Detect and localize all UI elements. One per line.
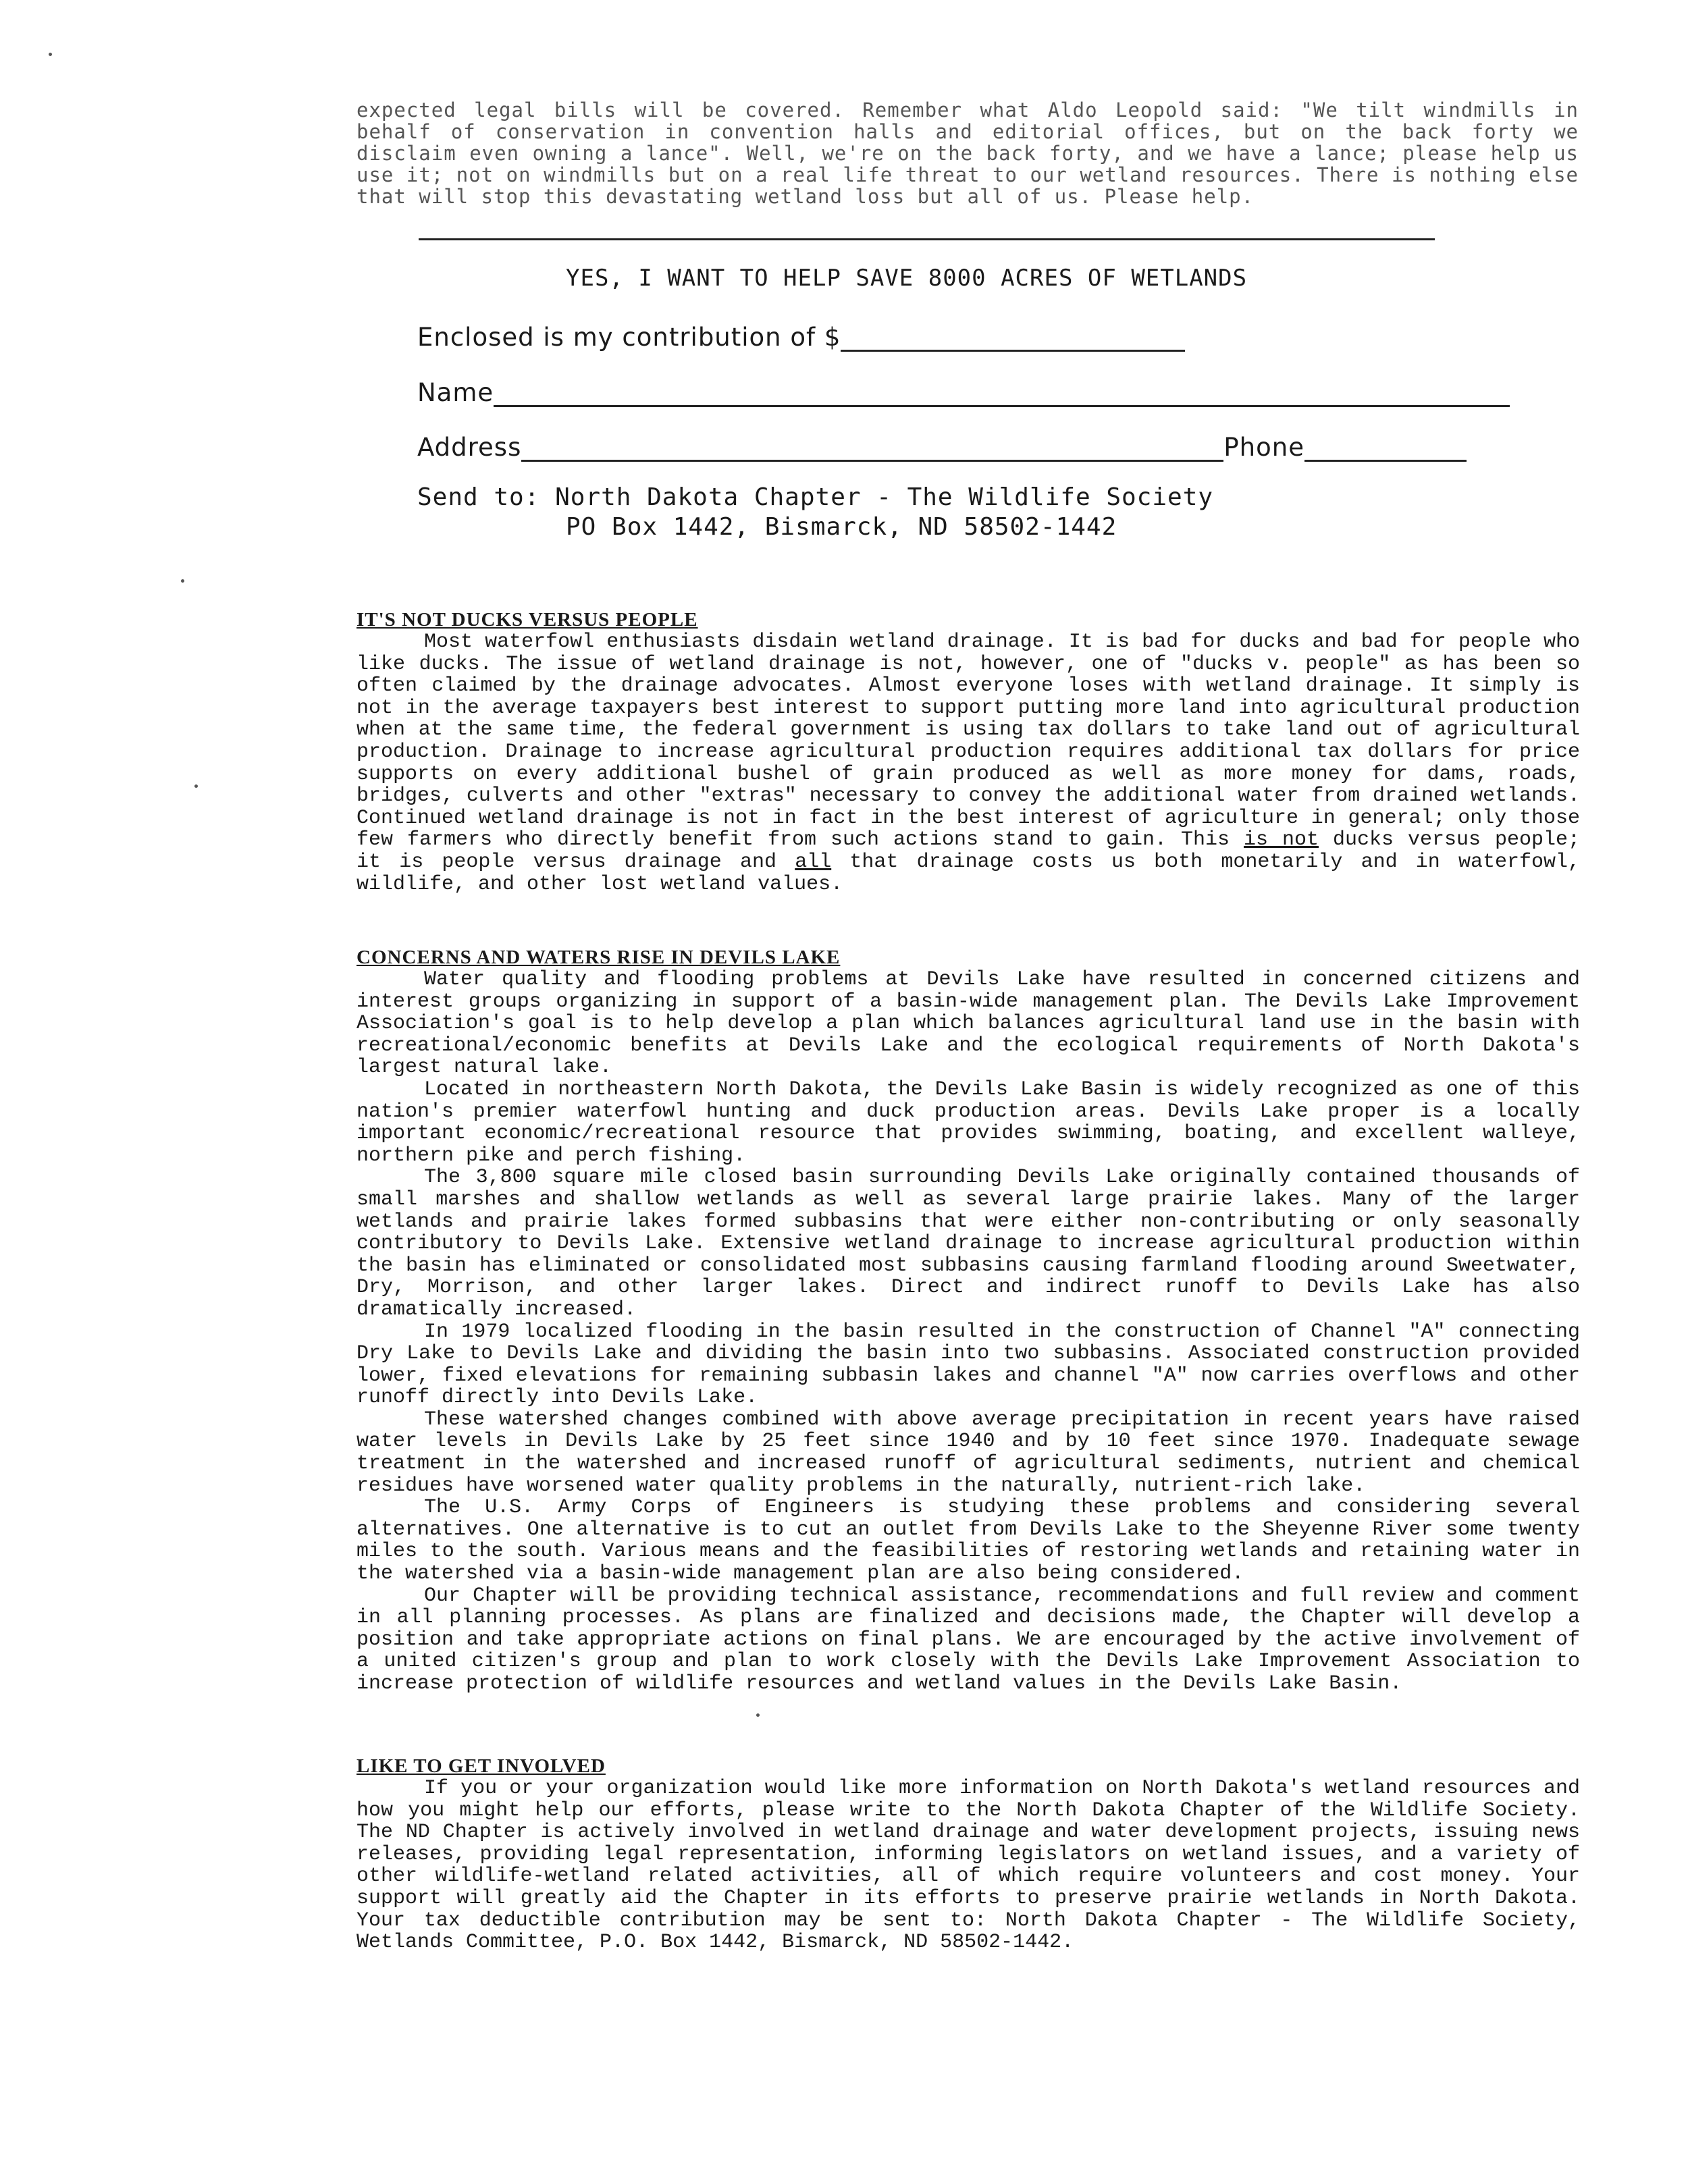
section-paragraph: These watershed changes combined with above average precipitation in recent years have raised water levels in Devils Lake by 25 feet since 1940 and by 10 feet since 1970. Inadequate sewage treatment in the watershed and increased runoff of agricultural sediments, nutrient and chemical residues have worsened water quality problems in the naturally, nutrient-rich lake. [357,1408,1580,1497]
section-heading: IT'S NOT DUCKS VERSUS PEOPLE [357,609,698,631]
scan-speck [181,579,184,583]
divider-rule [419,238,1435,240]
section-devils-lake [357,947,1580,1695]
intro-paragraph: expected legal bills will be covered. Remember what Aldo Leopold said: "We tilt windmills in behalf of conservation in convention halls and editorial offices, but on the back forty we disclaim even owning a lance". Well, we're on the back forty, and we have a lance; please help us use it; not on windmills but on a real life threat to our wetland resources. There is nothing else that will stop this devastating wetland loss but all of us. Please help. [357,99,1579,208]
name-field[interactable] [494,385,1510,407]
section-paragraph: In 1979 localized flooding in the basin resulted in the construction of Channel "A" connecting Dry Lake to Devils Lake and dividing the basin into two subbasins. Associated construction provided lower, fixed elevations for remaining subbasin lakes and channel "A" now carries overflows and other runoff directly into Devils Lake. [357,1320,1580,1410]
form-heading: YES, I WANT TO HELP SAVE 8000 ACRES OF WETLANDS [566,265,1248,292]
send-to-line1: North Dakota Chapter - The Wildlife Society [555,483,1214,511]
scan-speck [194,784,198,788]
section-ducks [357,609,1580,895]
section-paragraph: The U.S. Army Corps of Engineers is studying these problems and considering several alternatives. One alternative is to cut an outlet from Devils Lake to the Sheyenne River some twenty miles to the south. Various means and the feasibilities of restoring wetlands and retaining water in the watershed via a basin-wide management plan are also being considered. [357,1496,1580,1586]
contribution-label: Enclosed is my contribution of $ [417,323,841,352]
section-paragraph: Water quality and flooding problems at Devils Lake have resulted in concerned citizens and interest groups organizing in support of a basin-wide management plan. The Devils Lake Improvement Association's goal is to help develop a plan which balances agricultural land use in the basin with recreational/economic benefits at Devils Lake and the ecological requirements of North Dakota's largest natural lake. [357,968,1580,1080]
section-paragraph: If you or your organization would like more information on North Dakota's wetland resources and how you might help our efforts, please write to the North Dakota Chapter of the Wildlife Society. The ND Chapter is actively involved in wetland drainage and water development projects, issuing news releases, providing legal representation, informing legislators on wetland issues, and a variety of other wildlife-wetland related activities, all of which require volunteers and cost money. Your support will greatly aid the Chapter in its efforts to preserve prairie wetlands in North Dakota. Your tax deductible contribution may be sent to: North Dakota Chapter - The Wildlife Society, Wetlands Committee, P.O. Box 1442, Bismarck, ND 58502-1442. [357,1777,1580,1954]
phone-field[interactable] [1304,440,1467,462]
send-to-line2: PO Box 1442, Bismarck, ND 58502-1442 [566,513,1117,541]
section-paragraph: The 3,800 square mile closed basin surrounding Devils Lake originally contained thousands of small marshes and shallow wetlands as well as several large prairie lakes. Many of the larger wetlands and prairie lakes formed subbasins that were either non-contributing or only seasonally contributory to Devils Lake. Extensive wetland drainage to increase agricultural production within the basin has eliminated or consolidated most subbasins causing farmland flooding around Sweetwater, Dry, Morrison, and other larger lakes. Direct and indirect runoff to Devils Lake has also dramatically increased. [357,1166,1580,1321]
name-label: Name [417,378,494,407]
phone-label: Phone [1223,433,1304,462]
address-line [417,433,1467,462]
section-heading: LIKE TO GET INVOLVED [357,1755,606,1777]
send-to-block [417,483,1213,542]
scan-speck [756,1713,760,1717]
send-to-label: Send to: [417,483,540,511]
contribution-amount-field[interactable] [841,329,1185,352]
section-paragraph: Most waterfowl enthusiasts disdain wetland drainage. It is bad for ducks and bad for people who like ducks. The issue of wetland drainage is not, however, one of "ducks v. people" as has been so often claimed by the drainage advocates. Almost everyone loses with wetland drainage. It simply is not in the average taxpayers best interest to support putting more land into agricultural production when at the same time, the federal government is using tax dollars to take land out of agricultural production. Drainage to increase agricultural production requires additional tax dollars for price supports on every additional bushel of grain produced as well as more money for dams, roads, bridges, culverts and other "extras" necessary to convey the additional water from drained wetlands. Continued wetland drainage is not in fact in the best interest of agriculture in general; only those few farmers who directly benefit from such actions stand to gain. This is not ducks versus people; it is people versus drainage and all that drainage costs us both monetarily and in waterfowl, wildlife, and other lost wetland values. [357,631,1580,896]
name-line [417,378,1510,407]
address-field[interactable] [521,440,1223,462]
contribution-line [417,323,1185,352]
section-heading: CONCERNS AND WATERS RISE IN DEVILS LAKE [357,947,841,968]
section-paragraph: Located in northeastern North Dakota, the Devils Lake Basin is widely recognized as one of this nation's premier waterfowl hunting and duck production areas. Devils Lake proper is a locally important economic/recreational resource that provides swimming, boating, and excellent walleye, northern pike and perch fishing. [357,1077,1580,1167]
section-involved [357,1755,1580,1954]
section-paragraph: Our Chapter will be providing technical assistance, recommendations and full review and comment in all planning processes. As plans are finalized and decisions made, the Chapter will develop a position and take appropriate actions on final plans. We are encouraged by the active involvement of a united citizen's group and plan to work closely with the Devils Lake Improvement Association to increase protection of wildlife resources and wetland values in the Devils Lake Basin. [357,1584,1580,1695]
address-label: Address [417,433,522,462]
scan-speck [49,53,52,56]
